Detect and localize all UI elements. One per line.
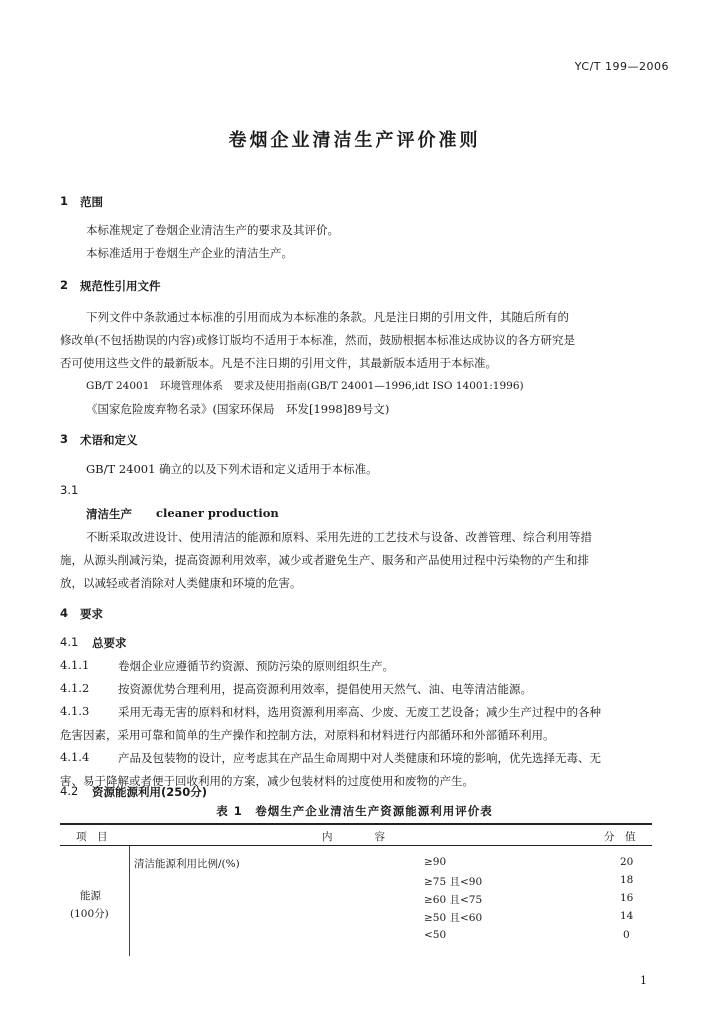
- item-4-1-2-text: 按资源优势合理利用，提高资源利用效率，提倡使用天然气、油、电等清洁能源。: [118, 682, 532, 696]
- section-1-para-2: 本标准适用于卷烟生产企业的清洁生产。: [86, 246, 293, 260]
- item-4-1-4-number: 4.1.4: [60, 750, 90, 764]
- section-3-1-number: 3.1: [60, 483, 79, 497]
- section-4-2-title: 资源能源利用(250分): [92, 785, 208, 799]
- header-item: 项 目: [76, 831, 108, 843]
- definition-line-3: 放，以减轻或者消除对人类健康和环境的危害。: [60, 576, 302, 590]
- section-4-number: 4: [60, 606, 69, 620]
- section-4-title: 要求: [80, 607, 103, 621]
- header-score: 分 值: [604, 831, 636, 843]
- item-4-1-3-number: 4.1.3: [60, 704, 90, 718]
- section-2-line-2: 修改单(不包括勘误的内容)或修订版均不适用于本标准，然而，鼓励根据本标准达成协议的各方研究是: [60, 333, 575, 347]
- section-2-title: 规范性引用文件: [80, 279, 161, 293]
- condition-cell: <50: [424, 929, 447, 941]
- section-1-title: 范围: [80, 195, 103, 209]
- item-4-1-1-text: 卷烟企业应遵循节约资源、预防污染的原则组织生产。: [118, 659, 394, 673]
- item-4-1-3-line-1: 采用无毒无害的原料和材料，选用资源利用率高、少废、无废工艺设备；减少生产过程中的各种: [118, 705, 601, 719]
- score-cell: 16: [620, 892, 634, 904]
- section-1-para-1: 本标准规定了卷烟企业清洁生产的要求及其评价。: [86, 223, 339, 237]
- section-2-ref-1: GB/T 24001 环境管理体系 要求及使用指南(GB/T 24001—1996,idt ISO 14001:1996): [86, 380, 524, 392]
- score-cell: 18: [620, 874, 634, 886]
- item-4-1-4-line-1: 产品及包装物的设计，应考虑其在产品生命周期中对人类健康和环境的影响，优先选择无毒、无: [118, 751, 601, 765]
- item-4-1-3-line-2: 危害因素，采用可靠和简单的生产操作和控制方法，对原料和材料进行内部循环和外部循环利用。: [60, 728, 555, 742]
- score-cell: 20: [620, 856, 634, 868]
- item-4-1-2-number: 4.1.2: [60, 681, 90, 695]
- section-3-title: 术语和定义: [80, 433, 138, 447]
- score-cell: 0: [623, 929, 630, 941]
- condition-cell: ≥60 且<75: [424, 894, 483, 906]
- group-score: (100分): [70, 908, 109, 920]
- section-1-number: 1: [60, 194, 69, 208]
- section-2-line-3: 否可使用这些文件的最新版本。凡是不注日期的引用文件，其最新版本适用于本标准。: [60, 356, 497, 370]
- condition-cell: ≥75 且<90: [424, 876, 483, 888]
- section-2-line-1: 下列文件中条款通过本标准的引用而成为本标准的条款。凡是注日期的引用文件，其随后所有的: [86, 310, 569, 324]
- table-header-rule: [60, 845, 652, 846]
- section-3-number: 3: [60, 432, 69, 446]
- standard-code: YC/T 199—2006: [574, 60, 669, 73]
- condition-cell: ≥90: [424, 856, 447, 868]
- definition-line-1: 不断采取改进设计、使用清洁的能源和原料、采用先进的工艺技术与设备、改善管理、综合利用等措: [86, 530, 592, 544]
- term-english: cleaner production: [156, 506, 279, 520]
- score-cell: 14: [620, 910, 634, 922]
- section-4-1-number: 4.1: [60, 635, 79, 649]
- definition-line-2: 施，从源头削减污染，提高资源利用效率，减少或者避免生产、服务和产品使用过程中污染物的产生和排: [60, 553, 589, 567]
- section-4-1-title: 总要求: [92, 636, 127, 650]
- table-caption: 表 1 卷烟生产企业清洁生产资源能源利用评价表: [216, 804, 493, 818]
- item-4-1-1-number: 4.1.1: [60, 658, 90, 672]
- table-group-divider: [129, 846, 130, 956]
- section-2-ref-2: 《国家危险废弃物名录》(国家环保局 环发[1998]89号文): [86, 402, 390, 416]
- page-number: 1: [640, 974, 647, 987]
- term-chinese: 清洁生产: [86, 507, 132, 521]
- document-title: 卷烟企业清洁生产评价准则: [228, 130, 481, 151]
- condition-cell: ≥50 且<60: [424, 912, 483, 924]
- item-4-1-4-line-2: 害、易于降解或者便于回收利用的方案，减少包装材料的过度使用和废物的产生。: [60, 774, 474, 788]
- table-top-rule: [60, 823, 652, 825]
- group-label: 能源: [80, 890, 101, 902]
- section-2-number: 2: [60, 278, 69, 292]
- indicator-name: 清洁能源利用比例/(%): [134, 858, 240, 870]
- header-content: 内 容: [322, 831, 385, 843]
- section-3-intro: GB/T 24001 确立的以及下列术语和定义适用于本标准。: [86, 462, 378, 476]
- section-4-2-number: 4.2: [60, 784, 79, 798]
